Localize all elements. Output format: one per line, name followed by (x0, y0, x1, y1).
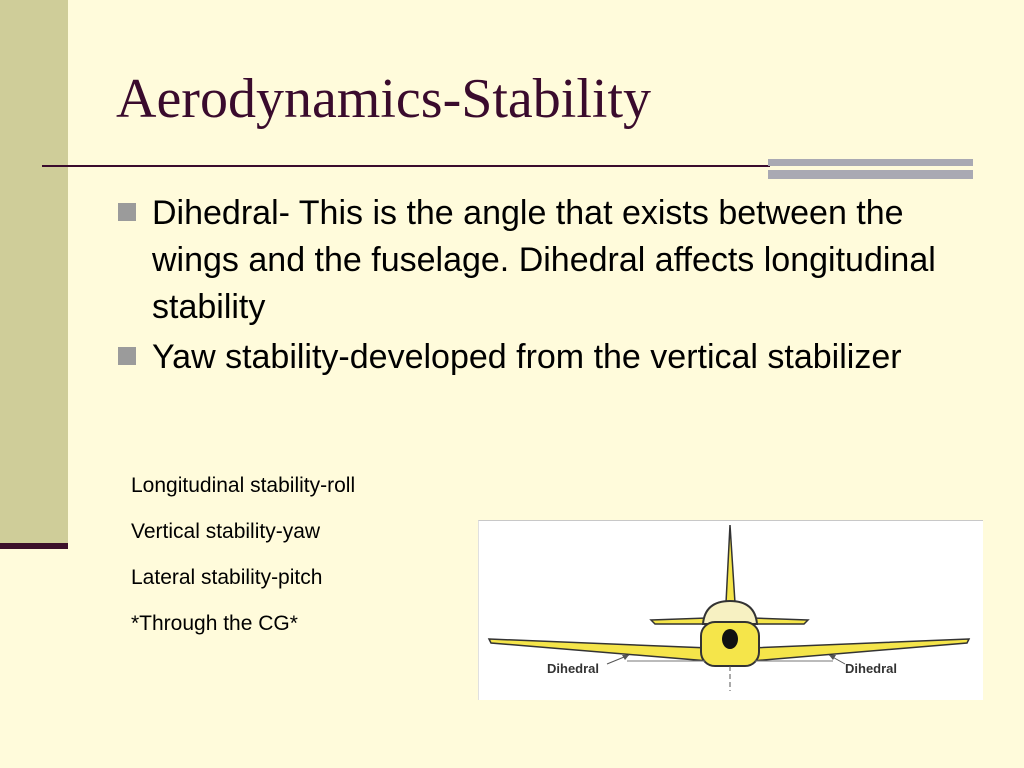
note-item: *Through the CG* (131, 612, 298, 635)
slide-title: Aerodynamics-Stability (116, 68, 652, 130)
propeller-hub (722, 629, 738, 649)
square-bullet-icon (118, 347, 136, 365)
arrow-head (829, 655, 836, 660)
bullet-text: Yaw stability-developed from the vertical stabilizer (152, 338, 902, 376)
bullet-item (118, 334, 998, 381)
vertical-stabilizer (726, 525, 735, 603)
notes-list (131, 474, 355, 658)
dihedral-label-right: Dihedral (845, 661, 898, 676)
airplane-front-view-illustration (479, 521, 983, 700)
dihedral-figure (478, 520, 983, 700)
note-item: Longitudinal stability-roll (131, 474, 356, 497)
note-item: Vertical stability-yaw (131, 520, 321, 543)
square-bullet-icon (118, 203, 136, 221)
dihedral-label-left: Dihedral (547, 661, 600, 676)
note-item: Lateral stability-pitch (131, 566, 323, 589)
bullet-item (118, 190, 998, 331)
right-wing (751, 639, 969, 661)
left-wing (489, 639, 709, 661)
bullet-text: Dihedral- This is the angle that exists between the wings and the fuselage. Dihedral affects longitudinal stability (152, 194, 936, 326)
accent-bar-bottom (768, 170, 973, 179)
accent-bar-top (768, 159, 973, 166)
canopy (703, 601, 757, 624)
horizontal-stabilizer (651, 618, 709, 624)
bullet-list (118, 190, 998, 384)
left-decor-foot (0, 543, 68, 549)
left-decor-band (0, 0, 68, 548)
horizontal-stabilizer (750, 618, 808, 624)
title-rule (42, 165, 770, 167)
